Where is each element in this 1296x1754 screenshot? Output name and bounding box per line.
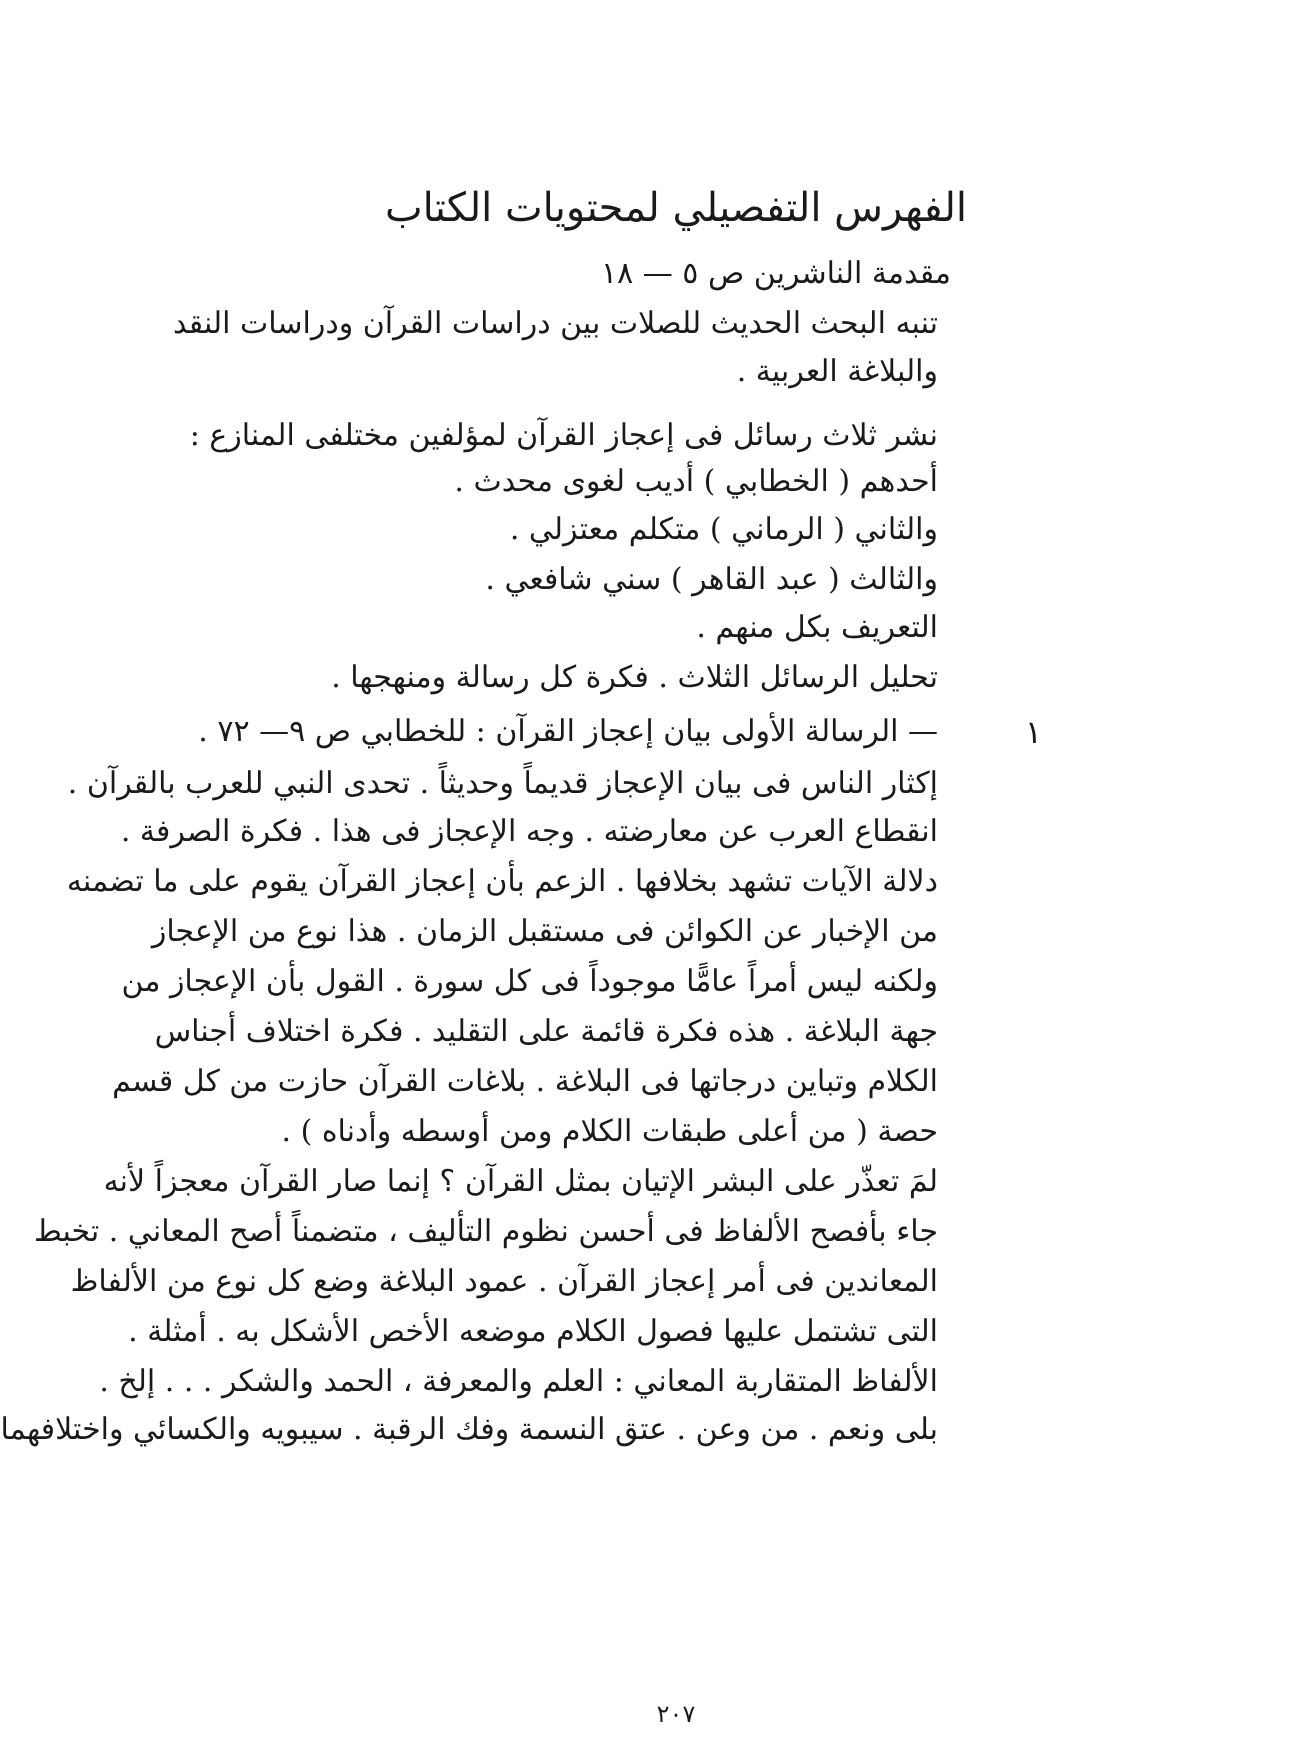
section-paragraph-line: الألفاظ المتقاربة المعاني : العلم والمعرفة ، الحمد والشكر . . . إلخ . bbox=[99, 1364, 938, 1399]
section-paragraph-line: حصة ( من أعلى طبقات الكلام ومن أوسطه وأدناه ) . bbox=[281, 1114, 938, 1149]
section-paragraph-line: لمَ تعذّر على البشر الإتيان بمثل القرآن ؟ إنما صار القرآن معجزاً لأنه bbox=[103, 1164, 938, 1199]
intro-line: والبلاغة العربية . bbox=[736, 354, 938, 389]
section-paragraph-line: ولكنه ليس أمراً عامًّا موجوداً فى كل سورة . القول بأن الإعجاز من bbox=[121, 964, 938, 999]
section-paragraph-line: الكلام وتباين درجاتها فى البلاغة . بلاغات القرآن حازت من كل قسم bbox=[112, 1064, 938, 1099]
section-paragraph-line: دلالة الآيات تشهد بخلافها . الزعم بأن إعجاز القرآن يقوم على ما تضمنه bbox=[66, 864, 938, 899]
intro-heading: مقدمة الناشرين ص ٥ — ١٨ bbox=[600, 256, 951, 291]
section-paragraph-line: انقطاع العرب عن معارضته . وجه الإعجاز فى هذا . فكرة الصرفة . bbox=[120, 814, 938, 849]
section-paragraph-line: المعاندين فى أمر إعجاز القرآن . عمود البلاغة وضع كل نوع من الألفاظ bbox=[70, 1264, 938, 1299]
section-paragraph-line: جاء بأفصح الألفاظ فى أحسن نظوم التأليف ، متضمناً أصح المعاني . تخبط bbox=[34, 1214, 938, 1249]
intro-line: أحدهم ( الخطابي ) أديب لغوى محدث . bbox=[454, 464, 938, 499]
section-paragraph-line: إكثار الناس فى بيان الإعجاز قديماً وحديثاً . تحدى النبي للعرب بالقرآن . bbox=[67, 766, 938, 801]
intro-line: التعريف بكل منهم . bbox=[696, 610, 938, 645]
section-paragraph-line: بلى ونعم . من وعن . عتق النسمة وفك الرقبة . سيبويه والكسائي واختلافهما bbox=[0, 1412, 938, 1447]
intro-line: والثالث ( عبد القاهر ) سني شافعي . bbox=[485, 562, 938, 597]
intro-line: تنبه البحث الحديث للصلات بين دراسات القرآن ودراسات النقد bbox=[173, 306, 938, 341]
intro-line: والثاني ( الرماني ) متكلم معتزلي . bbox=[509, 512, 938, 547]
intro-line: نشر ثلاث رسائل فى إعجاز القرآن لمؤلفين مختلفى المنازع : bbox=[189, 418, 938, 453]
section-paragraph-line: التى تشتمل عليها فصول الكلام موضعه الأخص الأشكل به . أمثلة . bbox=[128, 1314, 938, 1349]
section-heading: — الرسالة الأولى بيان إعجاز القرآن : للخطابي ص ٩— ٧٢ . bbox=[198, 714, 938, 749]
intro-line: تحليل الرسائل الثلاث . فكرة كل رسالة ومنهجها . bbox=[331, 660, 938, 695]
page-title: الفهرس التفصيلي لمحتويات الكتاب bbox=[384, 185, 968, 231]
section-paragraph-line: من الإخبار عن الكوائن فى مستقبل الزمان . هذا نوع من الإعجاز bbox=[151, 914, 938, 949]
section-paragraph-line: جهة البلاغة . هذه فكرة قائمة على التقليد . فكرة اختلاف أجناس bbox=[154, 1014, 938, 1049]
section-number: ١ bbox=[1024, 713, 1042, 751]
page-number: ٢٠٧ bbox=[656, 1700, 696, 1728]
